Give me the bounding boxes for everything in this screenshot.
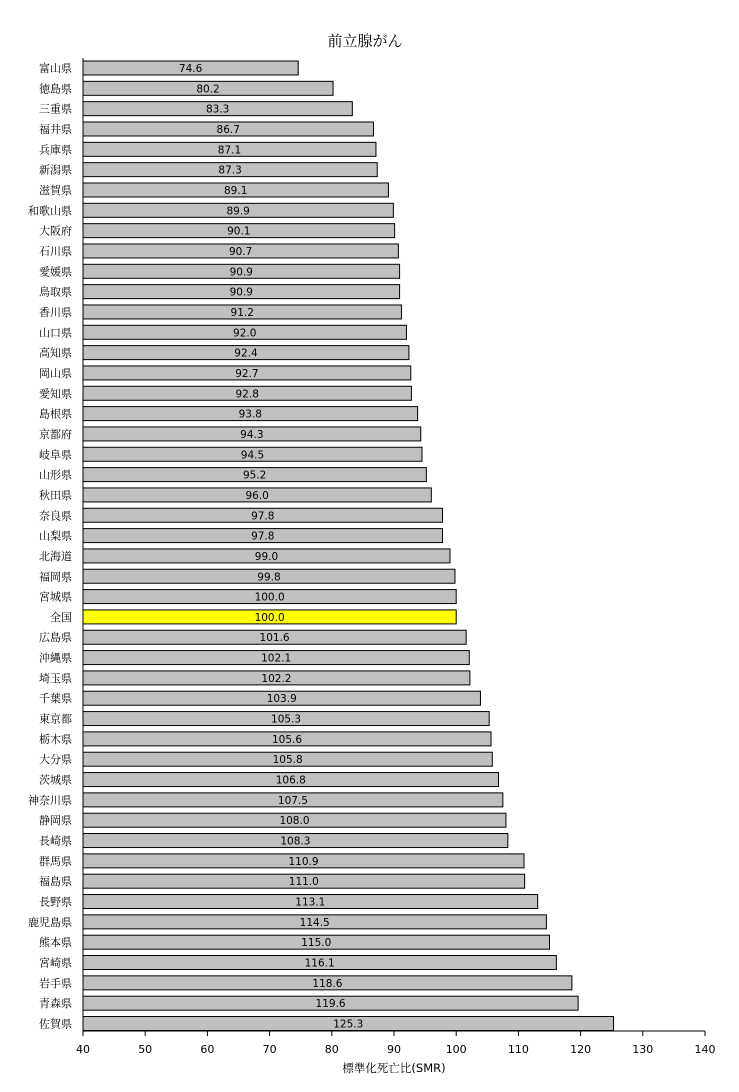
bar-value-label: 90.9 <box>229 266 253 279</box>
category-label: 広島県 <box>39 631 72 645</box>
bar-value-label: 99.8 <box>257 571 281 584</box>
x-tick-label: 40 <box>76 1043 90 1056</box>
bar-value-label: 107.5 <box>277 794 308 807</box>
category-label: 秋田県 <box>39 488 72 502</box>
bar-value-label: 102.2 <box>261 672 292 685</box>
bar-value-label: 108.0 <box>279 815 310 828</box>
bar-value-label: 92.8 <box>235 388 259 401</box>
category-label: 長野県 <box>39 895 72 909</box>
bar-value-label: 89.9 <box>226 205 250 218</box>
category-label: 岡山県 <box>39 366 72 380</box>
bar-value-label: 100.0 <box>254 611 285 624</box>
x-tick-label: 120 <box>570 1043 592 1056</box>
category-label: 長崎県 <box>39 834 72 848</box>
bar-value-label: 92.7 <box>235 367 259 380</box>
x-tick-label: 70 <box>262 1043 277 1056</box>
bar-value-label: 86.7 <box>216 123 240 136</box>
x-axis-title: 標準化死亡比(SMR) <box>342 1061 446 1075</box>
bar-value-label: 119.6 <box>315 998 346 1011</box>
bar-value-label: 89.1 <box>224 184 248 197</box>
category-label: 鳥取県 <box>39 285 72 299</box>
x-tick-label: 140 <box>694 1043 716 1056</box>
category-label: 大分県 <box>39 753 72 767</box>
bar-value-label: 105.8 <box>272 754 303 767</box>
category-label: 大阪府 <box>39 224 72 238</box>
chart-title: 前立腺がん <box>327 32 403 50</box>
bar-value-label: 116.1 <box>304 957 335 970</box>
bar-value-label: 83.3 <box>205 103 230 116</box>
category-label: 神奈川県 <box>28 793 72 807</box>
category-label: 青森県 <box>39 997 72 1011</box>
category-label: 奈良県 <box>39 509 72 523</box>
bar-value-label: 90.1 <box>227 225 251 238</box>
category-label: 福島県 <box>39 875 72 889</box>
category-label: 愛媛県 <box>39 265 72 279</box>
bar-value-label: 105.3 <box>271 713 302 726</box>
bar-value-label: 97.8 <box>251 530 275 543</box>
bar-value-label: 95.2 <box>242 469 267 482</box>
bar-value-label: 80.2 <box>196 83 220 96</box>
category-label: 愛知県 <box>39 387 72 401</box>
x-tick-label: 110 <box>507 1043 529 1056</box>
category-label: 香川県 <box>39 305 72 319</box>
category-label: 東京都 <box>39 712 72 726</box>
bar-value-label: 92.0 <box>233 327 257 340</box>
category-label: 茨城県 <box>39 773 72 787</box>
bar-value-label: 101.6 <box>259 632 290 645</box>
category-label: 福岡県 <box>39 570 72 584</box>
category-label: 三重県 <box>39 102 72 116</box>
bar-value-label: 106.8 <box>275 774 306 787</box>
bar-value-label: 87.3 <box>218 164 242 177</box>
category-label: 兵庫県 <box>39 143 72 157</box>
category-label: 島根県 <box>39 407 72 421</box>
bar-value-label: 93.8 <box>238 408 263 421</box>
bar-value-label: 97.8 <box>251 510 275 523</box>
bar-value-label: 108.3 <box>280 835 311 848</box>
bar-value-label: 125.3 <box>333 1018 364 1031</box>
bar-value-label: 92.4 <box>234 347 258 360</box>
category-label: 京都府 <box>39 427 72 441</box>
bars-layer <box>28 61 614 1031</box>
category-label: 高知県 <box>39 346 72 360</box>
category-label: 福井県 <box>39 122 72 136</box>
x-tick-label: 50 <box>138 1043 153 1056</box>
category-label: 山形県 <box>39 468 72 482</box>
category-label: 佐賀県 <box>39 1017 72 1031</box>
category-label: 埼玉県 <box>39 671 72 685</box>
bar-value-label: 90.9 <box>229 286 253 299</box>
bar-value-label: 113.1 <box>295 896 326 909</box>
category-label: 滋賀県 <box>39 183 72 197</box>
bar-value-label: 74.6 <box>178 63 203 75</box>
bar-value-label: 102.1 <box>261 652 292 665</box>
bar-value-label: 94.5 <box>240 449 265 462</box>
x-tick-label: 130 <box>632 1043 654 1056</box>
bar-value-label: 110.9 <box>288 855 319 868</box>
bar-value-label: 114.5 <box>299 916 330 929</box>
bar-value-label: 90.7 <box>228 245 253 258</box>
x-tick-label: 100 <box>445 1043 467 1056</box>
category-label: 鹿児島県 <box>28 915 72 929</box>
category-label: 宮崎県 <box>39 956 72 970</box>
category-label: 沖縄県 <box>39 651 72 665</box>
category-label: 徳島県 <box>39 82 72 96</box>
category-label: 全国 <box>50 610 72 624</box>
category-label: 宮城県 <box>39 590 72 604</box>
x-tick-label: 60 <box>200 1043 215 1056</box>
category-label: 岐阜県 <box>39 448 72 462</box>
bar-value-label: 115.0 <box>301 937 332 950</box>
category-label: 和歌山県 <box>28 204 72 218</box>
category-label: 熊本県 <box>39 936 72 950</box>
category-label: 岩手県 <box>39 976 72 990</box>
category-label: 北海道 <box>39 549 72 563</box>
category-label: 千葉県 <box>39 692 72 706</box>
bar-value-label: 111.0 <box>288 876 319 889</box>
bar-value-label: 96.0 <box>245 489 269 502</box>
bar-value-label: 87.1 <box>217 144 242 157</box>
category-label: 石川県 <box>39 244 72 258</box>
category-label: 群馬県 <box>39 854 72 868</box>
category-label: 山梨県 <box>39 529 72 543</box>
category-label: 山口県 <box>39 326 72 340</box>
bar-value-label: 91.2 <box>230 306 254 319</box>
x-tick-label: 80 <box>324 1043 339 1056</box>
bar-value-label: 99.0 <box>254 550 279 563</box>
category-label: 新潟県 <box>39 163 72 177</box>
bar-value-label: 103.9 <box>266 693 297 706</box>
bar-value-label: 118.6 <box>312 977 343 990</box>
x-tick-label: 90 <box>387 1043 401 1056</box>
category-label: 栃木県 <box>39 732 72 746</box>
bar-value-label: 100.0 <box>254 591 285 604</box>
bar-value-label: 94.3 <box>240 428 264 441</box>
category-label: 富山県 <box>39 62 72 75</box>
category-label: 静岡県 <box>39 814 72 828</box>
bar-value-label: 105.6 <box>271 733 303 746</box>
